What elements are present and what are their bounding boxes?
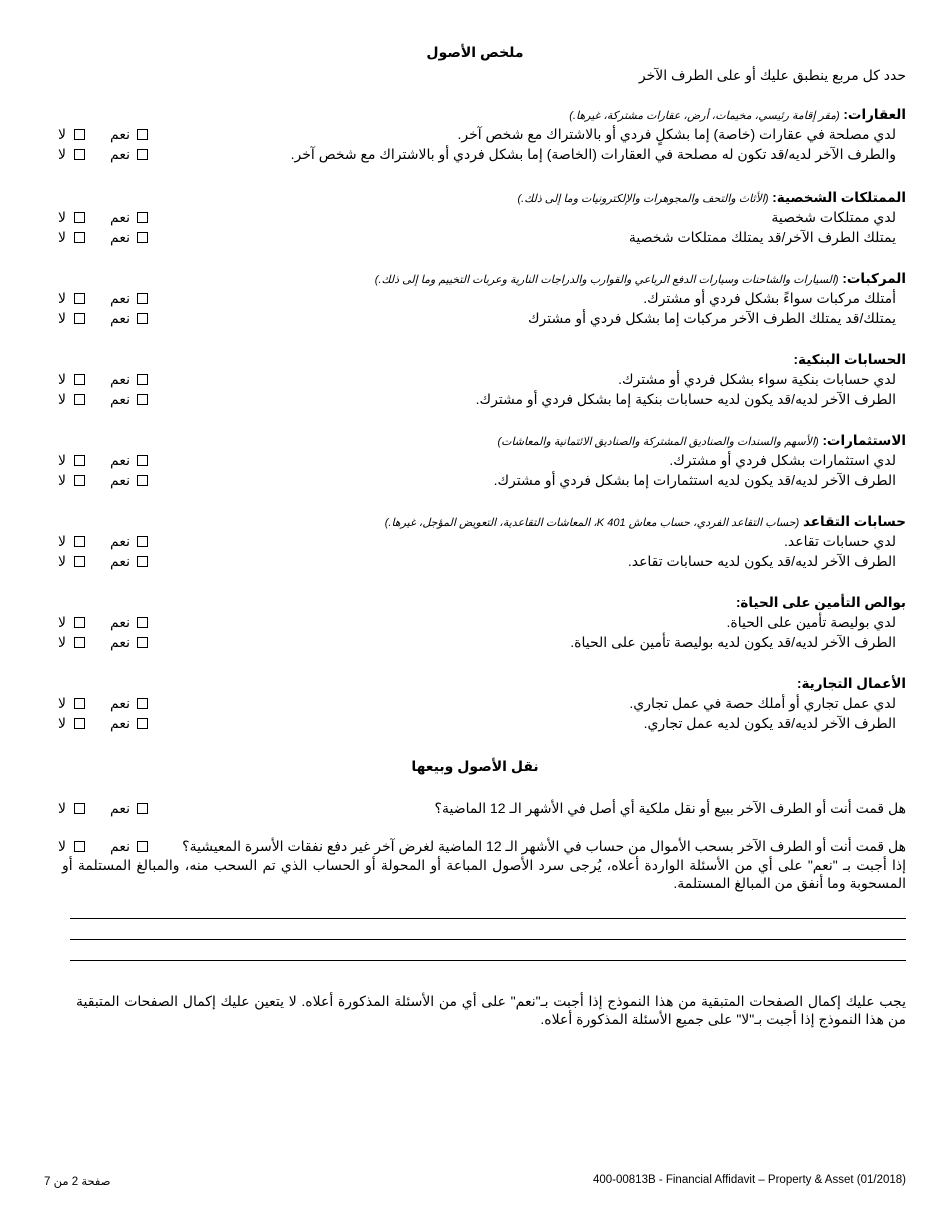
no-checkbox[interactable] — [74, 475, 85, 486]
no-checkbox[interactable] — [74, 394, 85, 405]
question-text: لدي عمل تجاري أو أملك حصة في عمل تجاري. — [629, 695, 896, 711]
no-label: لا — [58, 452, 66, 468]
no-checkbox[interactable] — [74, 374, 85, 385]
section-title: الحسابات البنكية: — [793, 352, 906, 367]
no-checkbox[interactable] — [74, 556, 85, 567]
section-examples: (حساب التقاعد الفردي، حساب معاش 401 K، المعاشات التقاعدية، التعويض المؤجل، غيرها.) — [384, 517, 800, 529]
no-label: لا — [58, 310, 66, 326]
question-text: أمتلك مركبات سواءً بشكل فردي أو مشترك. — [643, 290, 896, 306]
yes-no-group — [56, 144, 156, 164]
closing-note: يجب عليك إكمال الصفحات المتبقية من هذا النموذج إذا أجبت بـ"نعم" على أي من الأسئلة المذكورة أعلاه. لا يتعين عليك إكمال الصفحات المتبقية من هذا النموذج إذا أجبت بـ"لا" على جميع الأسئلة المذكورة أعلاه. — [76, 993, 906, 1027]
asset-section — [56, 594, 906, 652]
question-text: لدي ممتلكات شخصية — [771, 209, 896, 225]
question-row — [56, 612, 906, 632]
question-text: الطرف الآخر لديه/قد يكون لديه بوليصة تأمين على الحياة. — [570, 634, 896, 650]
yes-label: نعم — [110, 209, 130, 225]
question-row — [56, 144, 906, 164]
section-heading — [56, 432, 906, 450]
no-checkbox[interactable] — [74, 718, 85, 729]
yes-label: نعم — [110, 553, 130, 569]
no-label: لا — [58, 290, 66, 306]
section-heading — [56, 594, 906, 612]
yes-checkbox[interactable] — [137, 232, 148, 243]
yes-checkbox[interactable] — [137, 293, 148, 304]
question-row — [56, 693, 906, 713]
explanation-line-2[interactable] — [70, 939, 906, 940]
explanation-line-1[interactable] — [70, 918, 906, 919]
transfer-question-withdrawal — [56, 836, 906, 856]
section-heading — [56, 513, 906, 531]
no-checkbox[interactable] — [74, 637, 85, 648]
yes-checkbox[interactable] — [137, 129, 148, 140]
instruction-text: حدد كل مربع ينطبق عليك أو على الطرف الآخر — [638, 67, 906, 83]
yes-checkbox[interactable] — [137, 149, 148, 160]
no-checkbox[interactable] — [74, 617, 85, 628]
yes-label: نعم — [110, 533, 130, 549]
no-label: لا — [58, 391, 66, 407]
no-checkbox[interactable] — [74, 313, 85, 324]
yes-checkbox[interactable] — [137, 617, 148, 628]
yes-label: نعم — [110, 715, 130, 731]
yes-checkbox[interactable] — [137, 455, 148, 466]
question-text: لدي مصلحة في عقارات (خاصة) إما بشكلٍ فردي أو بالاشتراك مع شخص آخر. — [457, 126, 896, 142]
yes-no-group — [56, 124, 156, 144]
no-checkbox[interactable] — [74, 293, 85, 304]
no-checkbox[interactable] — [74, 803, 85, 814]
yes-label: نعم — [110, 146, 130, 162]
yes-no-group — [56, 389, 156, 409]
no-label: لا — [58, 800, 66, 816]
question-text: لدي بوليصة تأمين على الحياة. — [726, 614, 896, 630]
section-heading — [56, 189, 906, 207]
yes-label: نعم — [110, 371, 130, 387]
yes-label: نعم — [110, 290, 130, 306]
question-text: يمتلك/قد يمتلك الطرف الآخر مركبات إما بشكل فردي أو مشترك — [527, 310, 896, 326]
no-checkbox[interactable] — [74, 841, 85, 852]
section-title: العقارات: — [843, 107, 906, 122]
yes-no-group — [56, 227, 156, 247]
no-checkbox[interactable] — [74, 212, 85, 223]
page-number: صفحة 2 من 7 — [44, 1176, 111, 1188]
question-row — [56, 124, 906, 144]
question-text: الطرف الآخر لديه/قد يكون لديه استثمارات إما بشكل فردي أو مشترك. — [493, 472, 896, 488]
yes-label: نعم — [110, 614, 130, 630]
asset-section — [56, 189, 906, 247]
question-row — [56, 369, 906, 389]
yes-checkbox[interactable] — [137, 313, 148, 324]
asset-section — [56, 351, 906, 409]
question-row — [56, 207, 906, 227]
section-title: المركبات: — [842, 271, 906, 286]
section-title: الاستثمارات: — [822, 433, 906, 448]
yes-label: نعم — [110, 452, 130, 468]
yes-label: نعم — [110, 310, 130, 326]
question-row — [56, 551, 906, 571]
no-label: لا — [58, 533, 66, 549]
question-row — [56, 288, 906, 308]
question-text: لدي حسابات بنكية سواء بشكل فردي أو مشترك. — [618, 371, 896, 387]
section-title: الممتلكات الشخصية: — [772, 190, 906, 205]
no-label: لا — [58, 634, 66, 650]
question-row — [56, 713, 906, 733]
no-label: لا — [58, 553, 66, 569]
no-checkbox[interactable] — [74, 232, 85, 243]
question-row — [56, 470, 906, 490]
yes-label: نعم — [110, 800, 130, 816]
section-title: بوالص التأمين على الحياة: — [735, 595, 906, 610]
section-examples: (السيارات والشاحنات وسيارات الدفع الرباعي والقوارب والدراجات النارية وعربات التخييم وما إلى ذلك.) — [374, 274, 839, 286]
yes-checkbox[interactable] — [137, 556, 148, 567]
no-label: لا — [58, 838, 66, 854]
no-checkbox[interactable] — [74, 149, 85, 160]
transfer-section-title: نقل الأصول وبيعها — [411, 758, 539, 774]
question-row — [56, 632, 906, 652]
question-row — [56, 450, 906, 470]
asset-section — [56, 513, 906, 571]
yes-no-group — [56, 551, 156, 571]
section-examples: (الأسهم والسندات والصناديق المشتركة والصناديق الائتمانية والمعاشات) — [497, 436, 819, 448]
yes-checkbox[interactable] — [137, 394, 148, 405]
no-label: لا — [58, 472, 66, 488]
yes-checkbox[interactable] — [137, 803, 148, 814]
no-label: لا — [58, 229, 66, 245]
form-id: 400-00813B - Financial Affidavit – Property & Asset (01/2018) — [592, 1174, 906, 1186]
yes-label: نعم — [110, 838, 130, 854]
yes-checkbox[interactable] — [137, 637, 148, 648]
no-label: لا — [58, 209, 66, 225]
section-heading — [56, 106, 906, 124]
question-text: الطرف الآخر لديه/قد يكون لديه حسابات بنكية إما بشكل فردي أو مشترك. — [475, 391, 896, 407]
asset-section — [56, 675, 906, 733]
section-title: حسابات التقاعد — [802, 514, 906, 529]
yes-checkbox[interactable] — [137, 536, 148, 547]
section-title: الأعمال التجارية: — [796, 676, 906, 691]
yes-no-group — [56, 693, 156, 713]
yes-checkbox[interactable] — [137, 212, 148, 223]
yes-no-group — [56, 713, 156, 733]
yes-label: نعم — [110, 229, 130, 245]
yes-label: نعم — [110, 695, 130, 711]
yes-checkbox[interactable] — [137, 841, 148, 852]
yes-no-group — [56, 207, 156, 227]
no-checkbox[interactable] — [74, 129, 85, 140]
yes-no-group — [56, 798, 156, 818]
yes-label: نعم — [110, 634, 130, 650]
no-label: لا — [58, 614, 66, 630]
yes-checkbox[interactable] — [137, 698, 148, 709]
question-text: والطرف الآخر لديه/قد تكون له مصلحة في العقارات (الخاصة) إما بشكل فردي أو بالاشتراك مع شخص آخر. — [290, 146, 896, 162]
yes-no-group — [56, 308, 156, 328]
explanation-instruction: إذا أجبت بـ "نعم" على أي من الأسئلة الواردة أعلاه، يُرجى سرد الأصول المباعة أو المحولة أو الحساب الذي تم السحب منه، والمبالغ المستلمة أو المسحوبة وما أنفق من المبالغ المستلمة. — [62, 857, 906, 891]
no-checkbox[interactable] — [74, 455, 85, 466]
transfer-question-sale-text: هل قمت أنت أو الطرف الآخر ببيع أو نقل ملكية أي أصل في الأشهر الـ 12 الماضية؟ — [434, 800, 906, 816]
transfer-question-withdrawal-text: هل قمت أنت أو الطرف الآخر بسحب الأموال من حساب في الأشهر الـ 12 الماضية لغرض آخر غير دفع نفقات الأسرة المعيشية؟ — [182, 838, 906, 854]
question-row — [56, 531, 906, 551]
section-heading — [56, 270, 906, 288]
yes-no-group — [56, 612, 156, 632]
yes-no-group — [56, 288, 156, 308]
no-checkbox[interactable] — [74, 536, 85, 547]
section-examples: (الأثاث والتحف والمجوهرات والإلكترونيات وما إلى ذلك.) — [517, 193, 769, 205]
yes-no-group — [56, 531, 156, 551]
explanation-line-3[interactable] — [70, 960, 906, 961]
yes-no-group — [56, 369, 156, 389]
question-row — [56, 227, 906, 247]
question-text: الطرف الآخر لديه/قد يكون لديه حسابات تقاعد. — [627, 553, 896, 569]
question-text: لدي حسابات تقاعد. — [784, 533, 896, 549]
no-label: لا — [58, 371, 66, 387]
yes-no-group — [56, 470, 156, 490]
section-heading — [56, 675, 906, 693]
yes-label: نعم — [110, 126, 130, 142]
no-checkbox[interactable] — [74, 698, 85, 709]
asset-section — [56, 106, 906, 164]
page-title: ملخص الأصول — [426, 44, 524, 60]
question-text: لدي استثمارات بشكل فردي أو مشترك. — [669, 452, 896, 468]
transfer-question-sale — [56, 798, 906, 818]
yes-checkbox[interactable] — [137, 718, 148, 729]
yes-label: نعم — [110, 391, 130, 407]
yes-no-group — [56, 450, 156, 470]
yes-checkbox[interactable] — [137, 475, 148, 486]
yes-no-group — [56, 632, 156, 652]
yes-no-group — [56, 836, 156, 856]
question-row — [56, 389, 906, 409]
section-examples: (مقر إقامة رئيسي، مخيمات، أرض، عقارات مشتركة، غيرها.) — [569, 110, 840, 122]
question-row — [56, 308, 906, 328]
asset-section — [56, 432, 906, 490]
yes-checkbox[interactable] — [137, 374, 148, 385]
asset-section — [56, 270, 906, 328]
no-label: لا — [58, 695, 66, 711]
no-label: لا — [58, 146, 66, 162]
no-label: لا — [58, 126, 66, 142]
question-text: الطرف الآخر لديه/قد يكون لديه عمل تجاري. — [643, 715, 896, 731]
question-text: يمتلك الطرف الآخر/قد يمتلك ممتلكات شخصية — [628, 229, 896, 245]
section-heading — [56, 351, 906, 369]
no-label: لا — [58, 715, 66, 731]
yes-label: نعم — [110, 472, 130, 488]
